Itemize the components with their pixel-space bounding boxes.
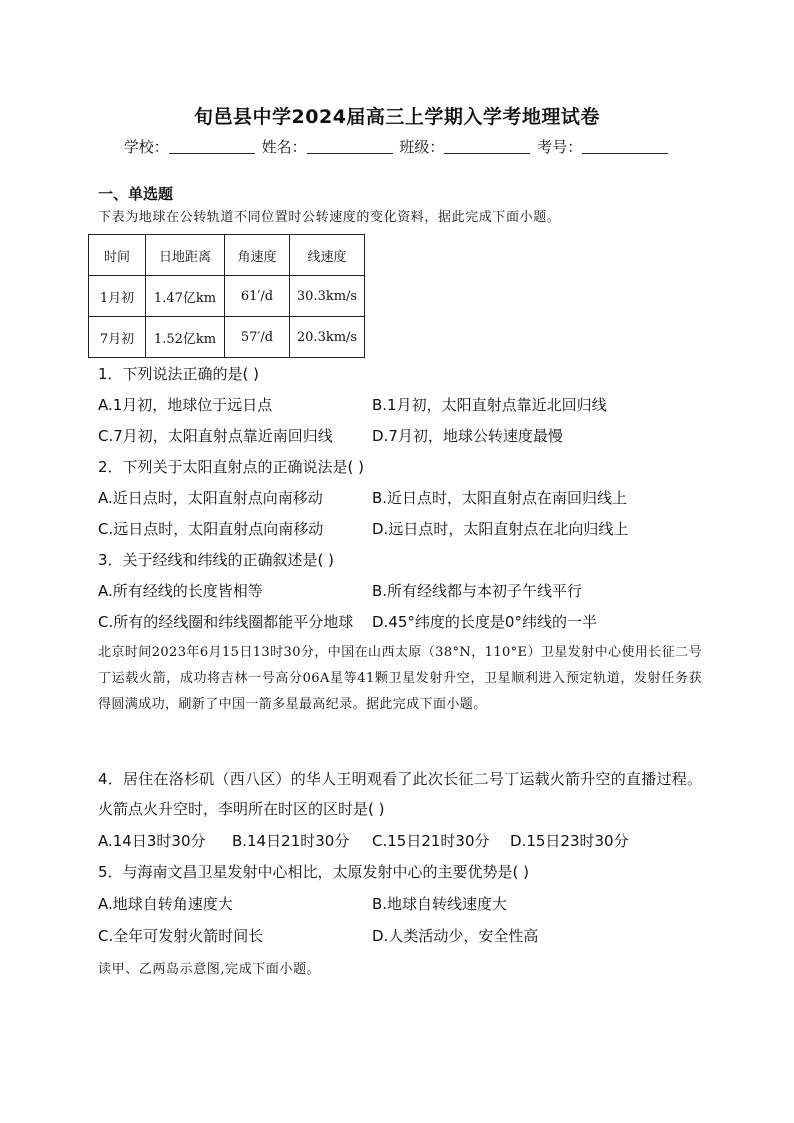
question-3-option-a[interactable]: A.所有经线的长度皆相等 <box>98 582 263 600</box>
school-label: 学校： <box>123 138 169 156</box>
table-header-cell: 线速度 <box>290 235 365 276</box>
table-cell: 1.52亿km <box>146 317 225 358</box>
student-info-row <box>0 136 794 157</box>
question-2-option-d[interactable]: D.远日点时，太阳直射点在北向归线上 <box>372 520 629 538</box>
question-4-option-c[interactable]: C.15日21时30分 <box>372 832 490 850</box>
table-row <box>89 317 365 358</box>
name-blank[interactable] <box>307 139 393 154</box>
table-cell: 61′/d <box>225 276 290 317</box>
question-2-stem: 2．下列关于太阳直射点的正确说法是( ) <box>98 458 365 476</box>
section-heading: 一、单选题 <box>98 185 174 203</box>
question-3-option-b[interactable]: B.所有经线都与本初子午线平行 <box>372 582 583 600</box>
question-4-option-d[interactable]: D.15日23时30分 <box>510 832 629 850</box>
question-5-option-d[interactable]: D.人类活动少，安全性高 <box>372 927 539 945</box>
table-cell: 1月初 <box>89 276 146 317</box>
table-header-row <box>89 235 365 276</box>
question-3-option-c[interactable]: C.所有的经线圈和纬线圈都能平分地球 <box>98 613 354 631</box>
question-2-option-c[interactable]: C.远日点时，太阳直射点向南移动 <box>98 520 324 538</box>
table-cell: 30.3km/s <box>290 276 365 317</box>
number-label: 考号： <box>537 138 583 156</box>
table-row <box>89 276 365 317</box>
question-1-option-d[interactable]: D.7月初，地球公转速度最慢 <box>372 427 563 445</box>
name-label: 姓名： <box>261 138 307 156</box>
question-4-option-a[interactable]: A.14日3时30分 <box>98 832 206 850</box>
question-1-option-c[interactable]: C.7月初，太阳直射点靠近南回归线 <box>98 427 333 445</box>
class-blank[interactable] <box>444 139 530 154</box>
class-label: 班级： <box>399 138 445 156</box>
table-header-cell: 时间 <box>89 235 146 276</box>
table-header-cell: 日地距离 <box>146 235 225 276</box>
table-cell: 1.47亿km <box>146 276 225 317</box>
question-5-stem: 5．与海南文昌卫星发射中心相比，太原发射中心的主要优势是( ) <box>98 863 530 881</box>
intro-text-3: 读甲、乙两岛示意图,完成下面小题。 <box>98 962 321 977</box>
question-2-option-b[interactable]: B.近日点时，太阳直射点在南回归线上 <box>372 489 628 507</box>
question-1-stem: 1．下列说法正确的是( ) <box>98 365 260 383</box>
page-title: 旬邑县中学2024届高三上学期入学考地理试卷 <box>194 106 600 128</box>
number-blank[interactable] <box>582 139 668 154</box>
table-cell: 7月初 <box>89 317 146 358</box>
question-1-option-a[interactable]: A.1月初，地球位于远日点 <box>98 396 273 414</box>
question-2-option-a[interactable]: A.近日点时，太阳直射点向南移动 <box>98 489 323 507</box>
question-5-option-a[interactable]: A.地球自转角速度大 <box>98 895 233 913</box>
question-5-option-b[interactable]: B.地球自转线速度大 <box>372 895 508 913</box>
question-5-option-c[interactable]: C.全年可发射火箭时间长 <box>98 927 264 945</box>
question-4-option-b[interactable]: B.14日21时30分 <box>232 832 350 850</box>
question-1-option-b[interactable]: B.1月初，太阳直射点靠近北回归线 <box>372 396 607 414</box>
table-cell: 20.3km/s <box>290 317 365 358</box>
orbit-data-table <box>88 234 365 358</box>
table-cell: 57′/d <box>225 317 290 358</box>
question-4-stem: 4．居住在洛杉矶（西八区）的华人王明观看了此次长征二号丁运载火箭升空的直播过程。火箭点火升空时，李明所在时区的区时是( ) <box>98 770 702 818</box>
question-3-option-d[interactable]: D.45°纬度的长度是0°纬线的一半 <box>372 613 597 631</box>
question-3-stem: 3．关于经线和纬线的正确叙述是( ) <box>98 551 335 569</box>
passage-2: 北京时间2023年6月15日13时30分，中国在山西太原（38°N，110°E）卫星发射中心使用长征二号丁运载火箭，成功将吉林一号高分06A星等41颗卫星发射升空，卫星顺利进入预定轨道，发射任务获得圆满成功，刷新了中国一箭多星最高纪录。据此完成下面小题。 <box>98 645 702 712</box>
table-header-cell: 角速度 <box>225 235 290 276</box>
intro-text-1: 下表为地球在公转轨道不同位置时公转速度的变化资料，据此完成下面小题。 <box>98 210 561 225</box>
school-blank[interactable] <box>169 139 255 154</box>
